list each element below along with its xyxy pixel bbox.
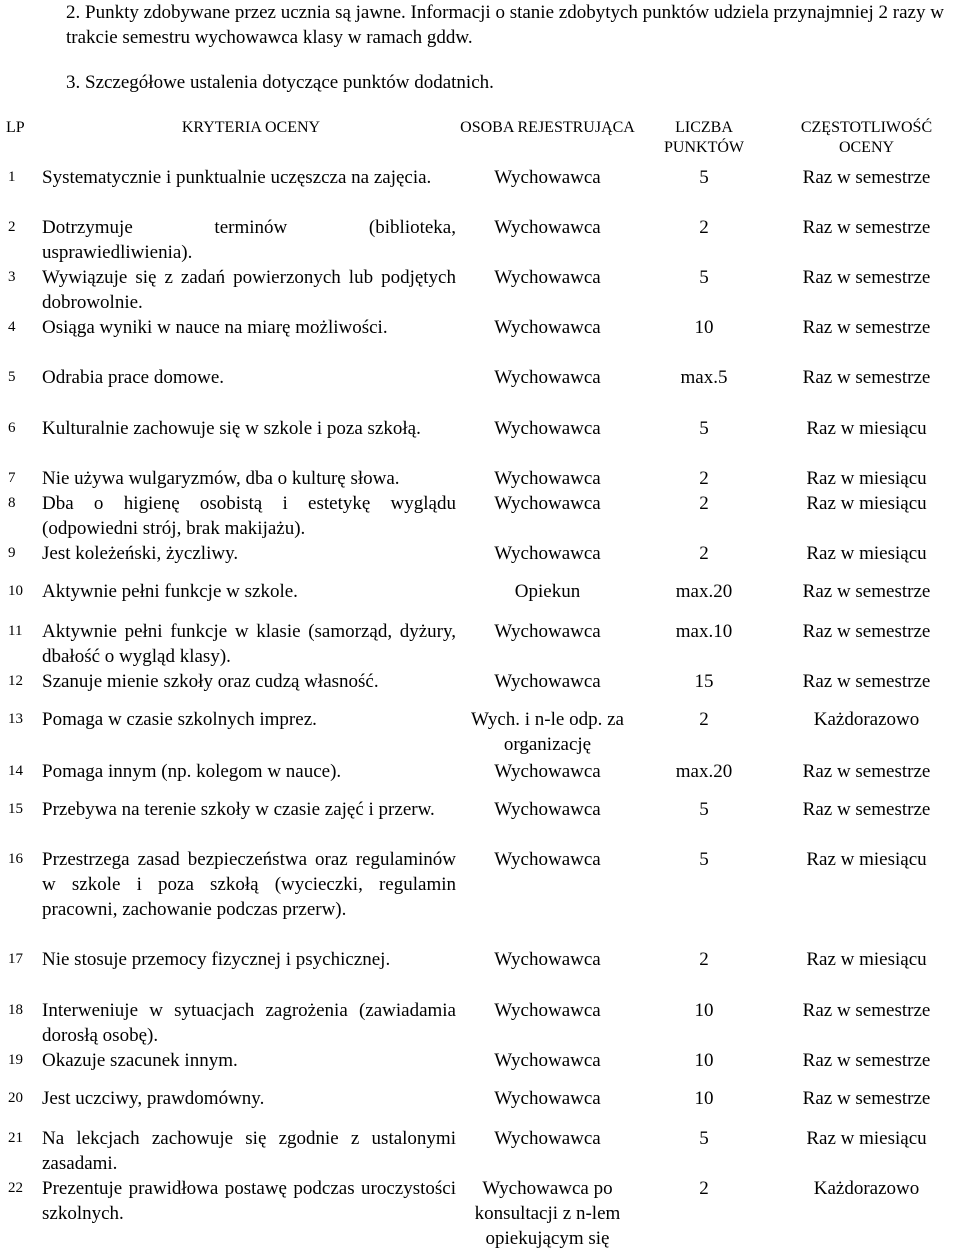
row-criteria: Wywiązuje się z zadań powierzonych lub podjętych dobrowolnie. [42,267,456,313]
row-points: 5 [699,849,709,870]
row-person: Wychowawca [494,1050,601,1071]
row-criteria: Aktywnie pełni funkcje w szkole. [42,581,298,602]
row-lp: 11 [8,623,23,639]
points-table [0,116,960,1251]
row-points: 5 [699,267,709,288]
header-criteria: KRYTERIA OCENY [181,119,321,136]
row-person: Wychowawca [494,1088,601,1109]
row-person: Wychowawca [494,761,601,782]
row-person: Wychowawca [494,367,601,388]
table-row [0,619,960,669]
row-frequency: Raz w semestrze [802,671,931,692]
row-person: Wychowawca [494,799,601,820]
table-row [0,1176,960,1251]
table-row [0,759,960,797]
row-points: max.20 [675,581,733,602]
row-criteria: Interweniuje w sytuacjach zagrożenia (zawiadamia dorosłą osobę). [42,1000,456,1046]
row-lp: 15 [8,801,23,817]
row-points: 2 [699,949,709,970]
row-lp: 14 [8,763,23,779]
row-criteria: Prezentuje prawidłowa postawę podczas uroczystości szkolnych. [42,1178,456,1224]
row-frequency: Raz w semestrze [802,167,931,188]
paragraph-3: 3. Szczegółowe ustalenia dotyczące punktów dodatnich. [66,72,494,93]
row-points: 10 [694,1050,714,1071]
paragraph-2: 2. Punkty zdobywane przez ucznia są jawne. Informacji o stanie zdobytych punktów udziela przynajmniej 2 razy w trakcie semestru wychowawca klasy w ramach gddw. [66,2,944,48]
row-lp: 6 [8,420,16,436]
row-frequency: Raz w miesiącu [806,493,927,514]
table-row [0,315,960,365]
row-lp: 19 [8,1052,23,1068]
row-frequency: Raz w semestrze [802,217,931,238]
row-person: Wychowawca po konsultacji z n-lem opiekującym się [474,1178,621,1249]
row-criteria: Nie używa wulgaryzmów, dba o kulturę słowa. [42,468,400,489]
row-points: 10 [694,1088,714,1109]
table-row [0,466,960,491]
table-row [0,669,960,707]
row-frequency: Raz w semestrze [802,799,931,820]
row-criteria: Szanuje mienie szkoły oraz cudzą własność. [42,671,379,692]
row-criteria: Odrabia prace domowe. [42,367,225,388]
table-row [0,707,960,759]
row-person: Wychowawca [494,418,601,439]
row-frequency: Raz w miesiącu [806,949,927,970]
row-frequency: Każdorazowo [813,709,920,730]
row-points: 2 [699,217,709,238]
row-points: max.10 [675,621,733,642]
row-person: Wychowawca [494,1000,601,1021]
table-row [0,365,960,416]
table-row [0,165,960,215]
row-lp: 12 [8,673,23,689]
row-frequency: Raz w semestrze [802,621,931,642]
table-row [0,491,960,541]
row-criteria: Osiąga wyniki w nauce na miarę możliwości. [42,317,388,338]
row-points: 2 [699,543,709,564]
row-person: Wychowawca [494,267,601,288]
row-lp: 21 [8,1130,23,1146]
row-criteria: Pomaga innym (np. kolegom w nauce). [42,761,342,782]
row-lp: 1 [8,169,16,185]
row-person: Wychowawca [494,317,601,338]
row-criteria: Jest uczciwy, prawdomówny. [42,1088,265,1109]
row-frequency: Raz w semestrze [802,761,931,782]
row-points: 2 [699,493,709,514]
row-frequency: Raz w semestrze [802,367,931,388]
table-row [0,579,960,619]
table-row [0,797,960,847]
row-frequency: Raz w miesiącu [806,468,927,489]
row-criteria: Przebywa na terenie szkoły w czasie zajęć i przerw. [42,799,435,820]
table-row [0,947,960,998]
row-lp: 8 [8,495,16,511]
row-lp: 4 [8,319,16,335]
header-frequency: CZĘSTOTLIWOŚĆ OCENY [800,119,933,156]
row-points: 15 [694,671,714,692]
header-points: LICZBA PUNKTÓW [664,119,744,156]
table-header-row [0,116,960,165]
row-criteria: Przestrzega zasad bezpieczeństwa oraz regulaminów w szkole i poza szkołą (wycieczki, regulamin pracowni, zachowanie podczas przerw). [42,849,456,920]
row-criteria: Systematycznie i punktualnie uczęszcza na zajęcia. [42,167,432,188]
row-points: 5 [699,799,709,820]
row-points: 2 [699,1178,709,1199]
row-lp: 10 [8,583,23,599]
row-points: 2 [699,709,709,730]
row-frequency: Każdorazowo [813,1178,920,1199]
table-row [0,847,960,947]
row-person: Wychowawca [494,1128,601,1149]
row-criteria: Dotrzymuje terminów (biblioteka, usprawiedliwienia). [42,217,456,263]
row-person: Wychowawca [494,468,601,489]
row-frequency: Raz w semestrze [802,581,931,602]
row-criteria: Na lekcjach zachowuje się zgodnie z ustalonymi zasadami. [42,1128,456,1174]
row-lp: 16 [8,851,23,867]
row-frequency: Raz w miesiącu [806,543,927,564]
row-frequency: Raz w semestrze [802,1088,931,1109]
row-points: 5 [699,167,709,188]
row-person: Wych. i n-le odp. za organizację [471,709,624,755]
row-lp: 22 [8,1180,23,1196]
row-lp: 5 [8,369,16,385]
row-points: 10 [694,1000,714,1021]
table-row [0,998,960,1048]
row-points: 2 [699,468,709,489]
row-frequency: Raz w miesiącu [806,1128,927,1149]
row-lp: 17 [8,951,23,967]
row-person: Wychowawca [494,493,601,514]
header-lp: LP [6,119,25,136]
row-lp: 3 [8,269,16,285]
table-row [0,215,960,265]
row-criteria: Kulturalnie zachowuje się w szkole i poza szkołą. [42,418,421,439]
row-lp: 7 [8,470,16,486]
row-frequency: Raz w miesiącu [806,418,927,439]
table-row [0,1048,960,1086]
table-row [0,416,960,466]
row-points: 5 [699,418,709,439]
row-frequency: Raz w semestrze [802,1050,931,1071]
row-points: max.5 [680,367,728,388]
header-person: OSOBA REJESTRUJĄCA [460,119,635,136]
row-lp: 9 [8,545,16,561]
row-frequency: Raz w semestrze [802,317,931,338]
row-person: Wychowawca [494,543,601,564]
intro-section [66,0,946,95]
row-lp: 20 [8,1090,23,1106]
row-points: max.20 [675,761,733,782]
row-person: Opiekun [514,581,581,602]
row-lp: 13 [8,711,23,727]
table-row [0,1086,960,1126]
row-person: Wychowawca [494,167,601,188]
row-criteria: Aktywnie pełni funkcje w klasie (samorząd, dyżury, dbałość o wygląd klasy). [42,621,456,667]
table-row [0,541,960,579]
row-lp: 18 [8,1002,23,1018]
row-person: Wychowawca [494,217,601,238]
row-frequency: Raz w semestrze [802,267,931,288]
row-criteria: Pomaga w czasie szkolnych imprez. [42,709,317,730]
row-person: Wychowawca [494,849,601,870]
row-criteria: Okazuje szacunek innym. [42,1050,238,1071]
table-row [0,1126,960,1176]
row-criteria: Dba o higienę osobistą i estetykę wyglądu (odpowiedni strój, brak makijażu). [42,493,456,539]
row-person: Wychowawca [494,671,601,692]
row-frequency: Raz w miesiącu [806,849,927,870]
row-frequency: Raz w semestrze [802,1000,931,1021]
table-row [0,265,960,315]
row-lp: 2 [8,219,16,235]
row-points: 5 [699,1128,709,1149]
row-person: Wychowawca [494,621,601,642]
row-criteria: Jest koleżeński, życzliwy. [42,543,239,564]
row-person: Wychowawca [494,949,601,970]
row-points: 10 [694,317,714,338]
row-criteria: Nie stosuje przemocy fizycznej i psychicznej. [42,949,391,970]
